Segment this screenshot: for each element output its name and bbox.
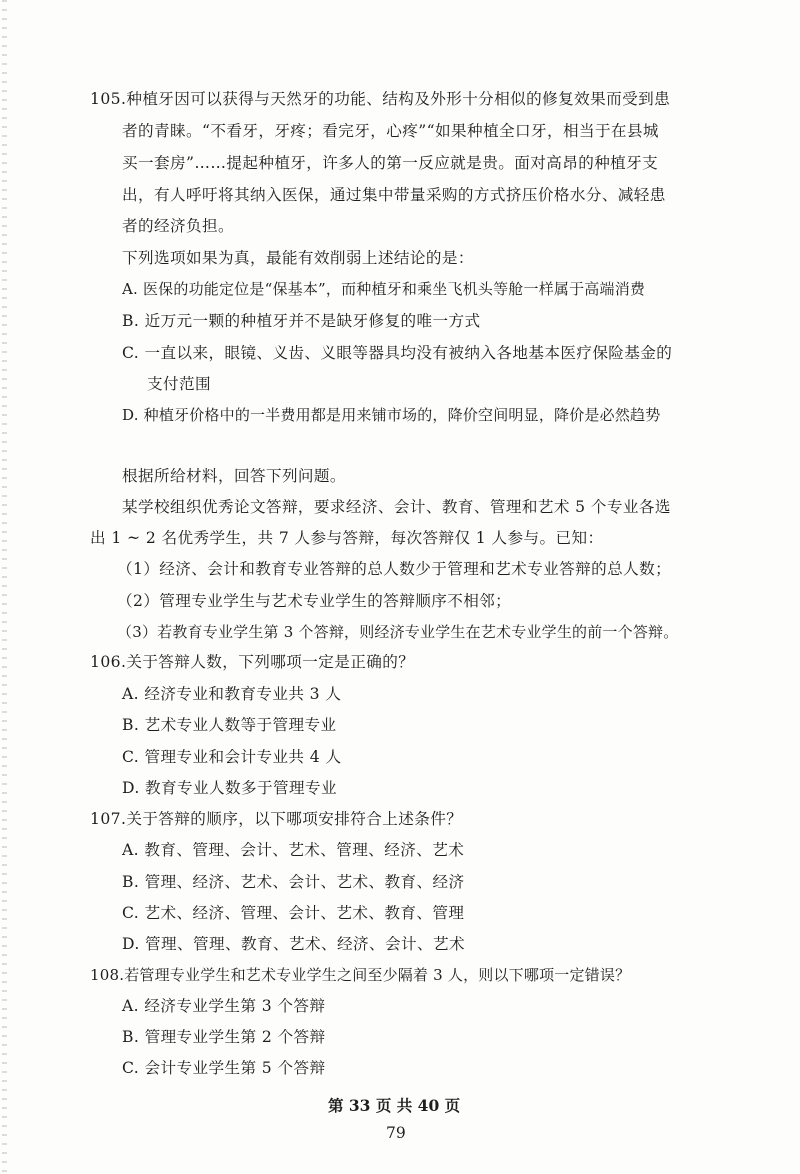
scan-binding-edge: [2, 0, 7, 1174]
q105-stem-line-5: 者的经济负担。: [122, 217, 234, 235]
material-paragraph-line-1: 某学校组织优秀论文答辩，要求经济、会计、教育、管理和艺术 5 个专业各选: [122, 498, 671, 516]
q107-option-b: B. 管理、经济、艺术、会计、艺术、教育、经济: [122, 873, 465, 891]
q105-stem-line-1: 105.种植牙因可以获得与天然牙的功能、结构及外形十分相似的修复效果而受到患: [90, 90, 671, 108]
q105-option-d: D. 种植牙价格中的一半费用都是用来铺市场的，降价空间明显，降价是必然趋势: [122, 406, 661, 424]
q105-option-a: A. 医保的功能定位是“保基本”，而种植牙和乘坐飞机头等舱一样属于高端消费: [122, 280, 646, 298]
q107-stem: 107.关于答辩的顺序，以下哪项安排符合上述条件？: [90, 810, 463, 828]
condition-2: （2）管理专业学生与艺术专业学生的答辩顺序不相邻；: [117, 592, 512, 610]
q107-option-d: D. 管理、管理、教育、艺术、经济、会计、艺术: [122, 935, 465, 953]
condition-3: （3）若教育专业学生第 3 个答辩，则经济专业学生在艺术专业学生的前一个答辩。: [117, 623, 679, 641]
q105-stem-line-4: 出，有人呼吁将其纳入医保，通过集中带量采购的方式挤压价格水分、减轻患: [122, 186, 666, 204]
q105-option-b: B. 近万元一颗的种植牙并不是缺牙修复的唯一方式: [122, 312, 481, 330]
q106-option-c: C. 管理专业和会计专业共 4 人: [122, 748, 342, 766]
q106-stem: 106.关于答辩人数，下列哪项一定是正确的？: [90, 653, 415, 671]
material-paragraph-line-2: 出 1 ~ 2 名优秀学生，共 7 人参与答辩，每次答辩仅 1 人参与。已知：: [90, 529, 604, 547]
q108-option-c: C. 会计专业学生第 5 个答辩: [122, 1059, 326, 1077]
q106-option-b: B. 艺术专业人数等于管理专业: [122, 716, 337, 734]
q105-option-c-cont: 支付范围: [147, 375, 211, 393]
q106-option-d: D. 教育专业人数多于管理专业: [122, 779, 337, 797]
q105-question: 下列选项如果为真，最能有效削弱上述结论的是：: [122, 249, 474, 267]
q107-option-c: C. 艺术、经济、管理、会计、艺术、教育、管理: [122, 904, 465, 922]
q108-option-a: A. 经济专业学生第 3 个答辩: [122, 997, 326, 1015]
page-number: 79: [386, 1124, 406, 1142]
material-intro: 根据所给材料，回答下列问题。: [122, 467, 346, 485]
page-info: 第 33 页 共 40 页: [328, 1096, 461, 1115]
q107-option-a: A. 教育、管理、会计、艺术、管理、经济、艺术: [122, 841, 465, 859]
q105-option-c: C. 一直以来，眼镜、义齿、义眼等器具均没有被纳入各地基本医疗保险基金的: [122, 344, 673, 362]
q106-option-a: A. 经济专业和教育专业共 3 人: [122, 685, 342, 703]
condition-1: （1）经济、会计和教育专业答辩的总人数少于管理和艺术专业答辩的总人数；: [117, 560, 672, 578]
q105-stem-line-3: 买一套房”……提起种植牙，许多人的第一反应就是贵。面对高昂的种植牙支: [122, 154, 659, 172]
q108-option-b: B. 管理专业学生第 2 个答辩: [122, 1028, 326, 1046]
q105-stem-line-2: 者的青睐。“不看牙，牙疼；看完牙，心疼”“如果种植全口牙，相当于在县城: [122, 122, 659, 140]
q108-stem: 108.若管理专业学生和艺术专业学生之间至少隔着 3 人，则以下哪项一定错误？: [90, 966, 631, 984]
